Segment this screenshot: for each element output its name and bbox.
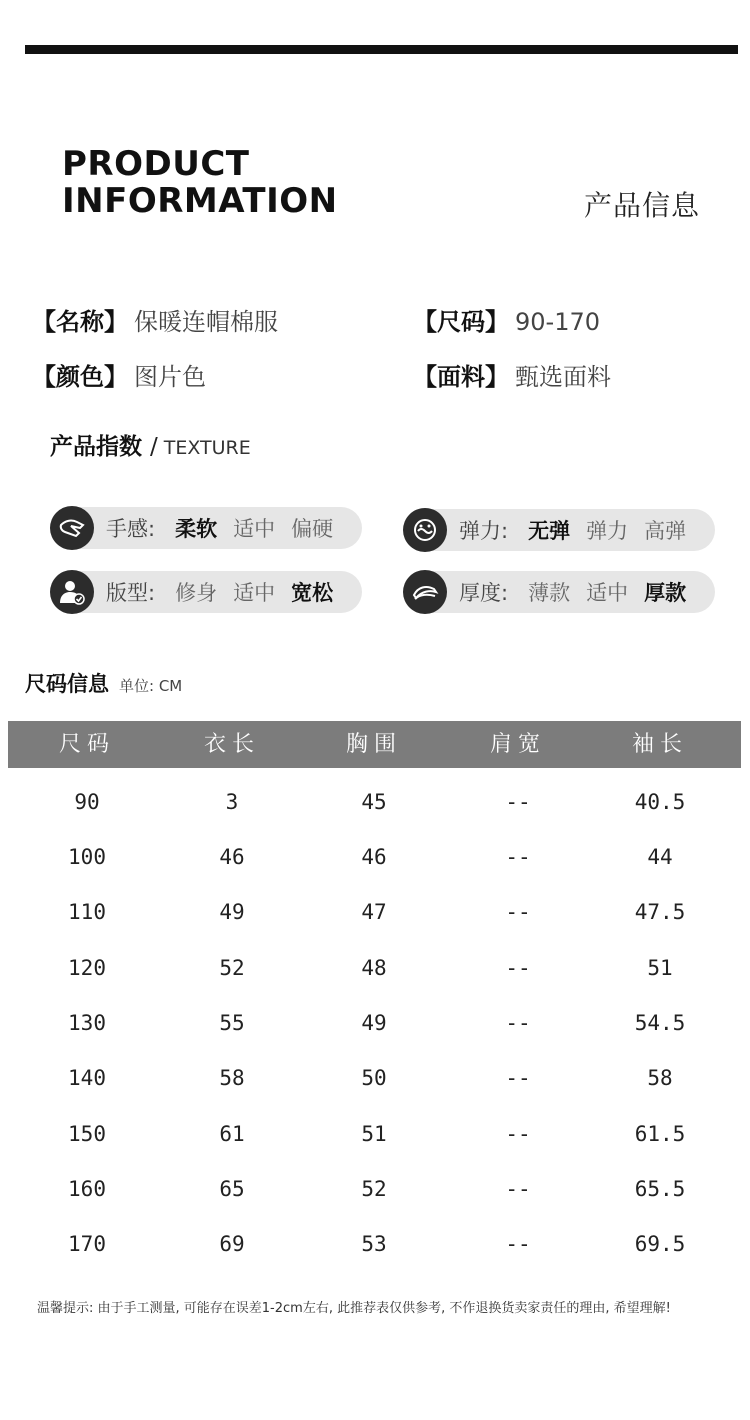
table-cell: 110 xyxy=(68,900,106,924)
hand-icon xyxy=(50,506,94,550)
size-chart-unit: 单位: CM xyxy=(119,677,183,695)
info-color xyxy=(32,357,206,392)
table-cell: 100 xyxy=(68,845,106,869)
texture-title-cn: 产品指数 xyxy=(50,434,142,460)
table-cell: 69.5 xyxy=(634,1232,686,1256)
table-cell: 150 xyxy=(68,1122,106,1146)
texture-feel-option: 适中 xyxy=(233,517,276,541)
info-name-value: 保暖连帽棉服 xyxy=(134,308,278,336)
table-cell: 55 xyxy=(219,1011,245,1035)
table-cell: 40.5 xyxy=(634,790,686,814)
texture-fit-option: 宽松 xyxy=(291,581,334,605)
info-name-label: 【名称】 xyxy=(32,308,128,336)
info-size-label: 【尺码】 xyxy=(413,308,509,336)
texture-fit xyxy=(52,571,362,613)
table-cell: 53 xyxy=(361,1232,387,1256)
table-cell: -- xyxy=(505,1066,531,1090)
table-cell: 61.5 xyxy=(634,1122,686,1146)
texture-thickness-option: 薄款 xyxy=(528,581,571,605)
table-row xyxy=(8,885,741,940)
size-chart-title-text: 尺码信息 xyxy=(25,672,109,696)
texture-fit-row xyxy=(106,571,349,613)
column-header: 胸围 xyxy=(345,732,402,757)
table-cell: 49 xyxy=(361,1011,387,1035)
column-header: 衣长 xyxy=(203,732,260,757)
table-cell: 65 xyxy=(219,1177,245,1201)
texture-thickness-option: 适中 xyxy=(586,581,629,605)
texture-feel-option: 偏硬 xyxy=(291,517,334,541)
table-cell: 45 xyxy=(361,790,387,814)
table-cell: -- xyxy=(505,845,531,869)
title-line-2: INFORMATION xyxy=(62,181,338,221)
table-cell: -- xyxy=(505,900,531,924)
table-row xyxy=(8,1051,741,1106)
texture-feel-label: 手感: xyxy=(106,517,156,541)
table-cell: 52 xyxy=(219,956,245,980)
texture-thickness-label: 厚度: xyxy=(459,581,509,605)
table-row xyxy=(8,1107,741,1162)
texture-elasticity-option: 无弹 xyxy=(528,519,571,543)
table-cell: 54.5 xyxy=(634,1011,686,1035)
texture-elasticity-option: 高弹 xyxy=(644,519,687,543)
table-row xyxy=(8,775,741,830)
info-size xyxy=(413,302,600,337)
texture-feel-row xyxy=(106,507,349,549)
column-header: 肩宽 xyxy=(489,732,546,757)
table-cell: 51 xyxy=(361,1122,387,1146)
texture-feel xyxy=(52,507,362,549)
table-cell: 44 xyxy=(647,845,673,869)
table-cell: 69 xyxy=(219,1232,245,1256)
table-cell: -- xyxy=(505,956,531,980)
table-cell: 160 xyxy=(68,1177,106,1201)
table-cell: 170 xyxy=(68,1232,106,1256)
table-cell: 50 xyxy=(361,1066,387,1090)
texture-feel-option: 柔软 xyxy=(175,517,218,541)
texture-elasticity-label: 弹力: xyxy=(459,519,509,543)
texture-title xyxy=(50,428,251,461)
table-cell: 49 xyxy=(219,900,245,924)
texture-title-separator: / xyxy=(150,434,158,460)
table-cell: 46 xyxy=(361,845,387,869)
size-table-header xyxy=(8,721,741,768)
texture-title-en: TEXTURE xyxy=(163,437,251,459)
table-cell: 120 xyxy=(68,956,106,980)
info-name xyxy=(32,302,278,337)
texture-thickness xyxy=(405,571,715,613)
info-fabric xyxy=(413,357,611,392)
page-title-cn: 产品信息 xyxy=(583,189,700,222)
table-cell: 58 xyxy=(219,1066,245,1090)
table-cell: 47.5 xyxy=(634,900,686,924)
table-cell: 140 xyxy=(68,1066,106,1090)
table-cell: -- xyxy=(505,1011,531,1035)
title-line-1: PRODUCT xyxy=(62,144,250,184)
texture-fit-label: 版型: xyxy=(106,581,156,605)
table-cell: 47 xyxy=(361,900,387,924)
table-cell: -- xyxy=(505,1177,531,1201)
table-cell: 61 xyxy=(219,1122,245,1146)
info-fabric-label: 【面料】 xyxy=(413,363,509,391)
table-row xyxy=(8,1217,741,1272)
table-cell: 130 xyxy=(68,1011,106,1035)
table-cell: 65.5 xyxy=(634,1177,686,1201)
info-color-value: 图片色 xyxy=(134,363,206,391)
texture-elasticity-option: 弹力 xyxy=(586,519,629,543)
table-cell: 58 xyxy=(647,1066,673,1090)
info-size-value: 90-170 xyxy=(515,308,601,336)
texture-fit-option: 适中 xyxy=(233,581,276,605)
column-header: 袖长 xyxy=(631,732,688,757)
table-row xyxy=(8,941,741,996)
fabric-layers-icon xyxy=(403,570,447,614)
page-title-en xyxy=(62,146,338,220)
table-cell: -- xyxy=(505,1122,531,1146)
table-cell: -- xyxy=(505,790,531,814)
table-cell: 90 xyxy=(74,790,100,814)
person-check-icon xyxy=(50,570,94,614)
measurement-note: 温馨提示: 由于手工测量, 可能存在误差1-2cm左右, 此推荐表仅供参考, 不作退换货卖家责任的理由, 希望理解! xyxy=(37,1301,671,1316)
table-cell: 46 xyxy=(219,845,245,869)
stretch-icon xyxy=(403,508,447,552)
info-color-label: 【颜色】 xyxy=(32,363,128,391)
info-fabric-value: 甄选面料 xyxy=(515,363,611,391)
texture-elasticity-row xyxy=(459,509,702,551)
table-cell: 48 xyxy=(361,956,387,980)
table-row xyxy=(8,1162,741,1217)
column-header: 尺码 xyxy=(58,732,115,757)
table-row xyxy=(8,996,741,1051)
top-rule xyxy=(25,45,738,54)
table-cell: 52 xyxy=(361,1177,387,1201)
table-row xyxy=(8,830,741,885)
table-cell: 51 xyxy=(647,956,673,980)
texture-elasticity xyxy=(405,509,715,551)
size-chart-title xyxy=(25,668,182,698)
table-cell: 3 xyxy=(225,790,239,814)
texture-thickness-option: 厚款 xyxy=(644,581,687,605)
table-cell: -- xyxy=(505,1232,531,1256)
texture-fit-option: 修身 xyxy=(175,581,218,605)
texture-thickness-row xyxy=(459,571,702,613)
